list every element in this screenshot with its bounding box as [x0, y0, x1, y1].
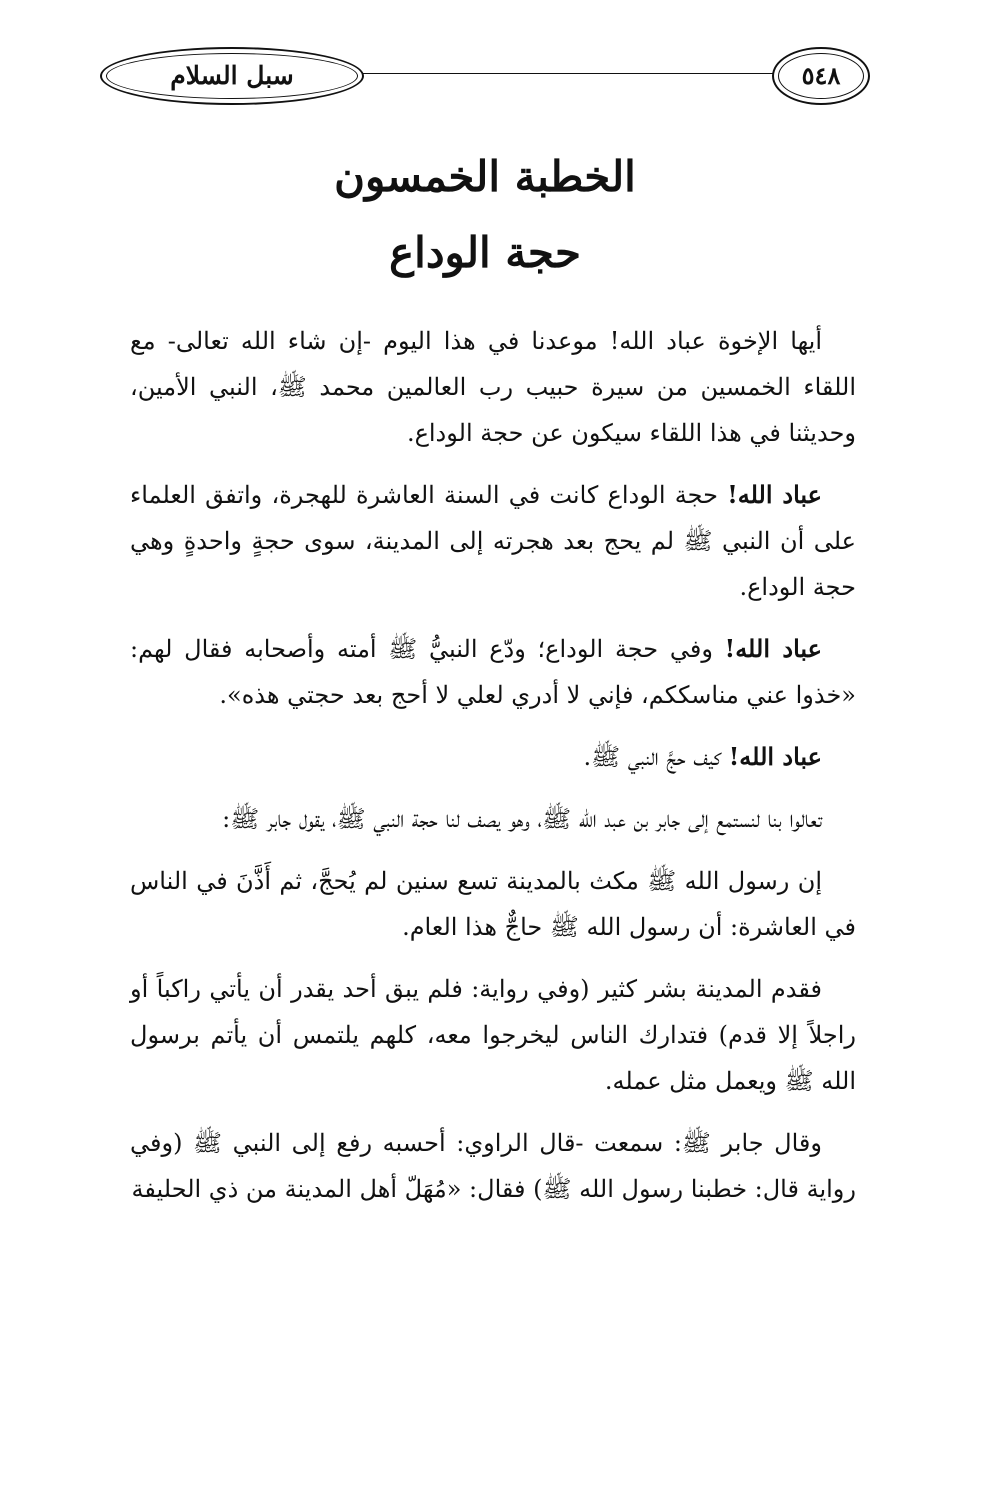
body-text: [130, 318, 856, 1212]
paragraph-3: [130, 626, 856, 718]
paragraph-1: [130, 318, 856, 456]
paragraph-text: تعالوا بنا لنستمع إلى جابر بن عبد الله ﷺ، وهو يصف لنا حجة النبي ﷺ، يقول جابر ﷺ:: [222, 805, 822, 833]
paragraph-lead: عباد الله!: [724, 634, 822, 663]
paragraph-4: [130, 734, 856, 780]
paragraph-lead: عباد الله!: [728, 742, 822, 771]
paragraph-text: وقال جابر ﷺ: سمعت -قال الراوي: أحسبه رفع إلى النبي ﷺ (وفي رواية قال: خطبنا رسول الله ﷺ) فقال: «مُهَلّ أهل المدينة من ذي الحليفة: [130, 1129, 856, 1203]
paragraph-2: [130, 472, 856, 610]
running-header: [100, 40, 870, 110]
page-number-oval: [772, 47, 870, 105]
paragraph-text: كيف حجَّ النبي ﷺ.: [583, 743, 729, 771]
paragraph-text: فقدم المدينة بشر كثير (وفي رواية: فلم يبق أحد يقدر أن يأتي راكباً أو راجلاً إلا قدم) فتدارك الناس ليخرجوا معه، كلهم يلتمس أن يأتم برسول الله ﷺ ويعمل مثل عمله.: [130, 975, 857, 1095]
sermon-title: الخطبة الخمسون: [334, 152, 636, 201]
paragraph-5: [130, 796, 856, 842]
book-title-cartouche: [100, 47, 364, 105]
book-title: سبل السلام: [170, 61, 294, 90]
sermon-subtitle: حجة الوداع: [389, 228, 581, 277]
paragraph-text: حجة الوداع كانت في السنة العاشرة للهجرة، واتفق العلماء على أن النبي ﷺ لم يحج بعد هجرته إلى المدينة، سوى حجةٍ واحدةٍ وهي حجة الوداع.: [130, 481, 856, 601]
paragraph-6: [130, 858, 856, 950]
paragraph-text: أيها الإخوة عباد الله! موعدنا في هذا اليوم -إن شاء الله تعالى- مع اللقاء الخمسين من سيرة حبيب رب العالمين محمد ﷺ، النبي الأمين، وحديثنا في هذا اللقاء سيكون عن حجة الوداع.: [130, 327, 856, 447]
paragraph-8: [130, 1120, 856, 1212]
page-number: ٥٤٨: [801, 61, 841, 90]
paragraph-lead: عباد الله!: [727, 480, 822, 509]
paragraph-7: [130, 966, 856, 1104]
paragraph-text: إن رسول الله ﷺ مكث بالمدينة تسع سنين لم يُحجَّ، ثم أَذَّنَ في الناس في العاشرة: أن رسول الله ﷺ حاجٌّ هذا العام.: [130, 867, 856, 941]
paragraph-text: وفي حجة الوداع؛ ودّع النبيُّ ﷺ أمته وأصحابه فقال لهم: «خذوا عني مناسككم، فإني لا أدري لعلي لا أحج بعد حجتي هذه».: [130, 635, 856, 709]
